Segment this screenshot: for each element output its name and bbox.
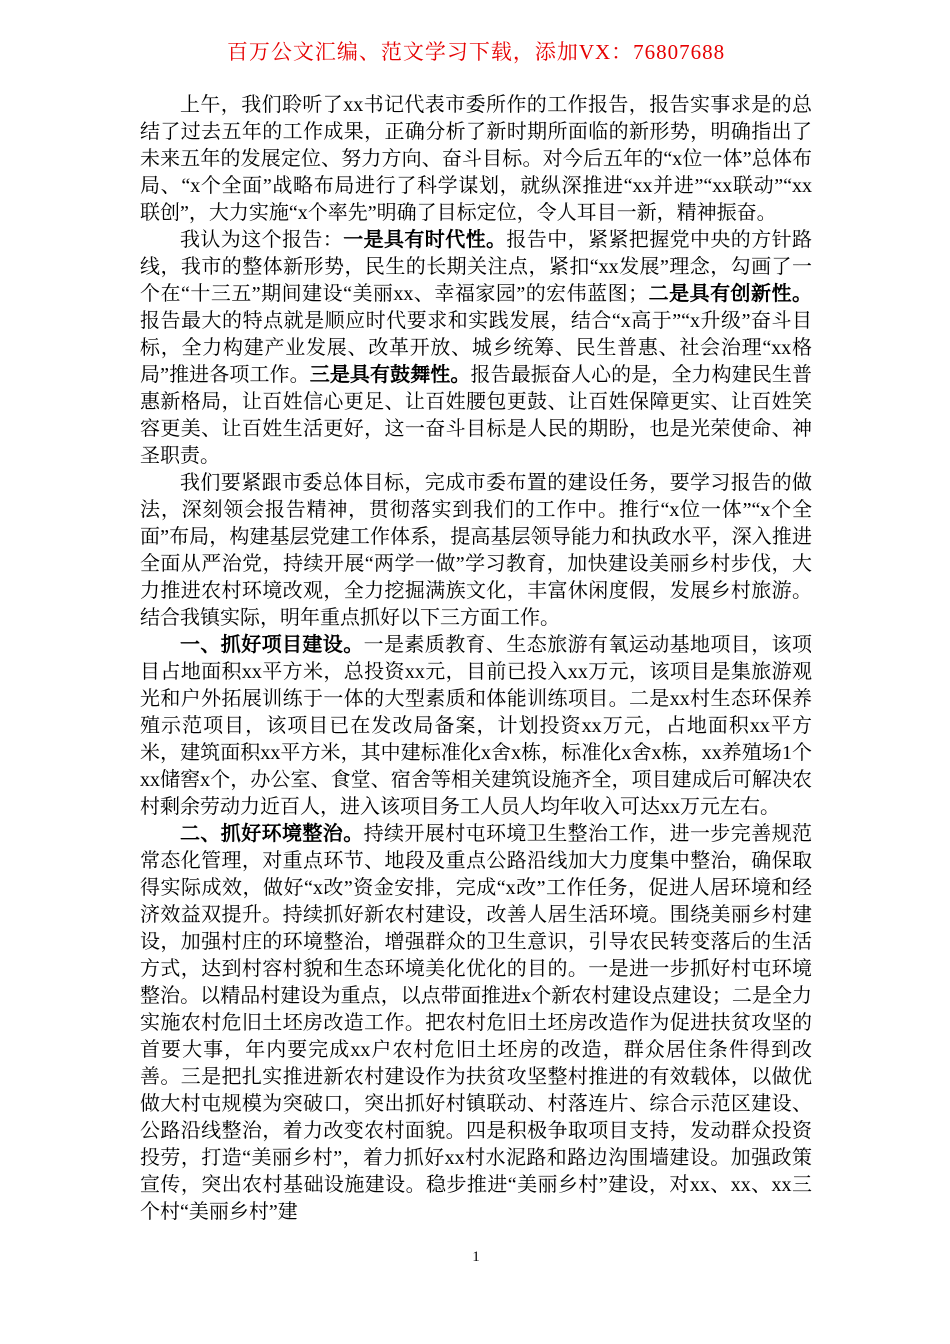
paragraph <box>140 821 812 1226</box>
text-run: 报告最振奋人心的是，全力构建民生普惠新格局，让百姓信心更足、让百姓腰包更鼓、让百姓保障更实、让百姓笑容更美、让百姓生活更好，这一奋斗目标是人民的期盼，也是光荣使命、神圣职责。 <box>140 364 813 467</box>
paragraph <box>140 227 812 470</box>
document-body <box>140 92 812 1226</box>
header-notice: 百万公文汇编、范文学习下载，添加VX：76807688 <box>226 40 726 64</box>
text-run-bold: 三是具有鼓舞性。 <box>309 364 471 386</box>
text-run: 我们要紧跟市委总体目标，完成市委布置的建设任务，要学习报告的做法，深刻领会报告精神，贯彻落实到我们的工作中。推行“x位一体”“x个全面”布局，构建基层党建工作体系，提高基层领导能力和执政水平，深入推进全面从严治党，持续开展“两学一做”学习教育，加快建设美丽乡村步伐，大力推进农村环境改观，全力挖掘满族文化，丰富休闲度假，发展乡村旅游。结合我镇实际，明年重点抓好以下三方面工作。 <box>140 472 812 629</box>
paragraph <box>140 92 812 227</box>
text-run: 报告最大的特点就是顺应时代要求和实践发展，结合“x高于”“x升级”奋斗目标，全力构建产业发展、改革开放、城乡统筹、民生普惠、社会治理“xx格局”推进各项工作。 <box>140 310 812 386</box>
text-run-bold: 一、抓好项目建设。 <box>180 634 364 656</box>
paragraph <box>140 470 812 632</box>
page-number: 1 <box>472 1249 480 1265</box>
text-run: 一是素质教育、生态旅游有氧运动基地项目，该项目占地面积xx平方米，总投资xx元，目前已投入xx万元，该项目是集旅游观光和户外拓展训练于一体的大型素质和体能训练项目。二是xx村生态环保养殖示范项目，该项目已在发改局备案，计划投资xx万元，占地面积xx平方米，建筑面积xx平方米，其中建标准化x舍x栋，标准化x舍x栋，xx养殖场1个xx储窖x个，办公室、食堂、宿舍等相关建筑设施齐全，项目建成后可解决农村剩余劳动力近百人，进入该项目务工人员人均年收入可达xx万元左右。 <box>140 634 813 818</box>
text-run-bold: 一是具有时代性。 <box>343 229 507 251</box>
text-run-bold: 二、抓好环境整治。 <box>180 823 364 845</box>
text-run-bold: 二是具有创新性。 <box>648 283 813 305</box>
paragraph <box>140 632 812 821</box>
text-run: 上午，我们聆听了xx书记代表市委所作的工作报告，报告实事求是的总结了过去五年的工作成果，正确分析了新时期所面临的新形势，明确指出了未来五年的发展定位、努力方向、奋斗目标。对今后五年的“x位一体”总体布局、“x个全面”战略布局进行了科学谋划，就纵深推进“xx并进”“xx联动”“xx联创”，大力实施“x个率先”明确了目标定位，令人耳目一新，精神振奋。 <box>140 94 812 224</box>
text-run: 报告中，紧紧把握党中央的方针路线，我市的整体新形势，民生的长期关注点，紧扣“xx发展”理念，勾画了一个在“十三五”期间建设“美丽xx、幸福家园”的宏伟蓝图； <box>140 229 813 305</box>
text-run: 持续开展村屯环境卫生整治工作，进一步完善规范常态化管理，对重点环节、地段及重点公路沿线加大力度集中整治，确保取得实际成效，做好“x改”资金安排，完成“x改”工作任务，促进人居环境和经济效益双提升。持续抓好新农村建设，改善人居生活环境。围绕美丽乡村建设，加强村庄的环境整治，增强群众的卫生意识，引导农民转变落后的生活方式，达到村容村貌和生态环境美化优化的目的。一是进一步抓好村屯环境整治。以精品村建设为重点，以点带面推进x个新农村建设点建设；二是全力实施农村危旧土坯房改造工作。把农村危旧土坯房改造作为促进扶贫攻坚的首要大事，年内要完成xx户农村危旧土坯房的改造，群众居住条件得到改善。三是把扎实推进新农村建设作为扶贫攻坚整村推进的有效载体，以做优做大村屯规模为突破口，突出抓好村镇联动、村落连片、综合示范区建设、公路沿线整治，着力改变农村面貌。四是积极争取项目支持，发动群众投资投劳，打造“美丽乡村”，着力抓好xx村水泥路和路边沟围墙建设。加强政策宣传，突出农村基础设施建设。稳步推进“美丽乡村”建设，对xx、xx、xx三个村“美丽乡村”建 <box>140 823 813 1223</box>
text-run: 我认为这个报告： <box>180 229 344 251</box>
